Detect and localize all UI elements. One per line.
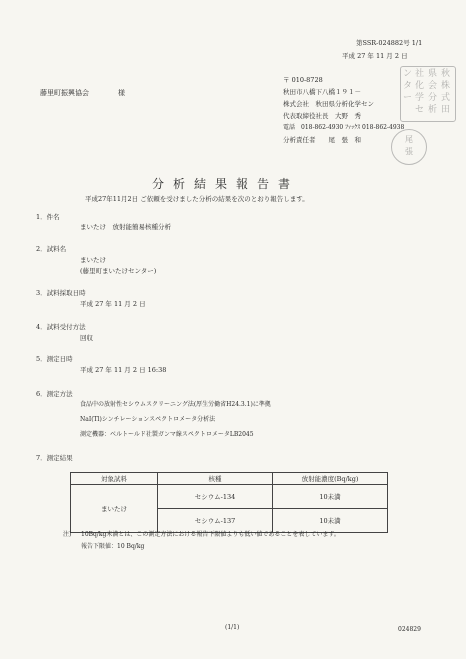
- section-6-line3: 測定機器：ベルトールド社製ガンマ線スペクトロメータLB2045: [80, 431, 254, 438]
- seal-char: セ: [415, 105, 425, 115]
- table-header-row: [71, 473, 388, 485]
- seal-char: 田: [441, 105, 451, 115]
- column-header: 放射能濃度(Bq/kg): [273, 473, 388, 485]
- section-5-heading: 5．測定日時: [36, 355, 73, 363]
- seal-char: 秋: [441, 69, 451, 79]
- issuer-company: 株式会社 秋田県分析化学セン: [283, 100, 374, 108]
- seal-char: 株: [441, 81, 451, 91]
- table-row: [71, 485, 388, 509]
- manager-stamp: [391, 129, 427, 165]
- report-number: 第SSR-024882号 1/1: [356, 39, 423, 47]
- note-line2: 報告下限値：10 Bq/kg: [81, 543, 145, 550]
- section-2-line1: まいたけ: [80, 256, 106, 264]
- stamp-char: 尾: [405, 135, 413, 144]
- value-cell: 10未満: [273, 509, 388, 533]
- nuclide-cell: セシウム-134: [158, 485, 273, 509]
- page-indicator: (1/1): [225, 624, 240, 631]
- seal-char: 会: [428, 81, 438, 91]
- issuer-address: 秋田市八橋下八橋１９１－: [283, 88, 361, 96]
- section-3-body: 平成 27 年 11 月 2 日: [80, 300, 146, 308]
- note-label: 注): [63, 531, 72, 538]
- section-4-heading: 4．試料受付方法: [36, 323, 86, 331]
- value-cell: 10未満: [273, 485, 388, 509]
- seal-char: 社: [415, 69, 425, 79]
- recipient-honorific: 様: [118, 89, 125, 97]
- issuer-phone: 電話 018-862-4930 ﾌｧｯｸｽ 018-862-4938: [283, 124, 405, 131]
- section-6-line1: 食品中の放射性セシウムスクリーニング法(厚生労働省H24.3.1)に準拠: [80, 401, 271, 408]
- seal-char: ー: [403, 93, 413, 103]
- issuer-postal: 〒 010-8728: [283, 76, 323, 84]
- seal-char: タ: [403, 81, 413, 91]
- section-7-heading: 7．測定結果: [36, 454, 73, 462]
- seal-char: 県: [428, 69, 438, 79]
- seal-char: 式: [441, 93, 451, 103]
- column-header: 対象試料: [71, 473, 158, 485]
- section-2-heading: 2．試料名: [36, 245, 67, 253]
- section-4-body: 回収: [80, 334, 93, 342]
- section-3-heading: 3．試料採取日時: [36, 289, 86, 297]
- document-code: 024829: [398, 626, 421, 633]
- column-header: 核種: [158, 473, 273, 485]
- stamp-char: 張: [405, 147, 413, 156]
- section-5-body: 平成 27 年 11 月 2 日 16:38: [80, 366, 167, 374]
- seal-char: 分: [428, 93, 438, 103]
- section-1-heading: 1．件名: [36, 213, 60, 221]
- intro-text: 平成27年11月2日 ご依頼を受けました分析の結果を次のとおり報告します。: [85, 195, 309, 203]
- seal-char: ン: [403, 69, 413, 79]
- seal-char: 学: [415, 93, 425, 103]
- section-2-line2: (藤里町まいたけセンター): [80, 267, 157, 275]
- issuer-representative: 代表取締役社長 大野 秀: [283, 112, 361, 120]
- seal-char: 析: [428, 105, 438, 115]
- document-title: 分析結果報告書: [152, 177, 300, 191]
- note-line1: 10Bq/kg未満とは、この測定方法における報告下限値よりも低い値であることを表しています。: [81, 531, 340, 538]
- seal-char: 化: [415, 81, 425, 91]
- recipient-name: 藤里町振興協会: [40, 89, 89, 97]
- section-1-body: まいたけ 放射能簡易核種分析: [80, 223, 171, 231]
- section-6-heading: 6．測定方法: [36, 390, 73, 398]
- nuclide-cell: セシウム-137: [158, 509, 273, 533]
- section-6-line2: NaI(Tl)シンチレーションスペクトロメータ分析法: [80, 416, 216, 423]
- results-table: [70, 472, 388, 533]
- issue-date: 平成 27 年 11 月 2 日: [342, 52, 408, 60]
- sample-cell: まいたけ: [71, 485, 158, 533]
- company-seal: [400, 66, 456, 122]
- issuer-manager: 分析責任者 尾 張 和: [283, 136, 361, 144]
